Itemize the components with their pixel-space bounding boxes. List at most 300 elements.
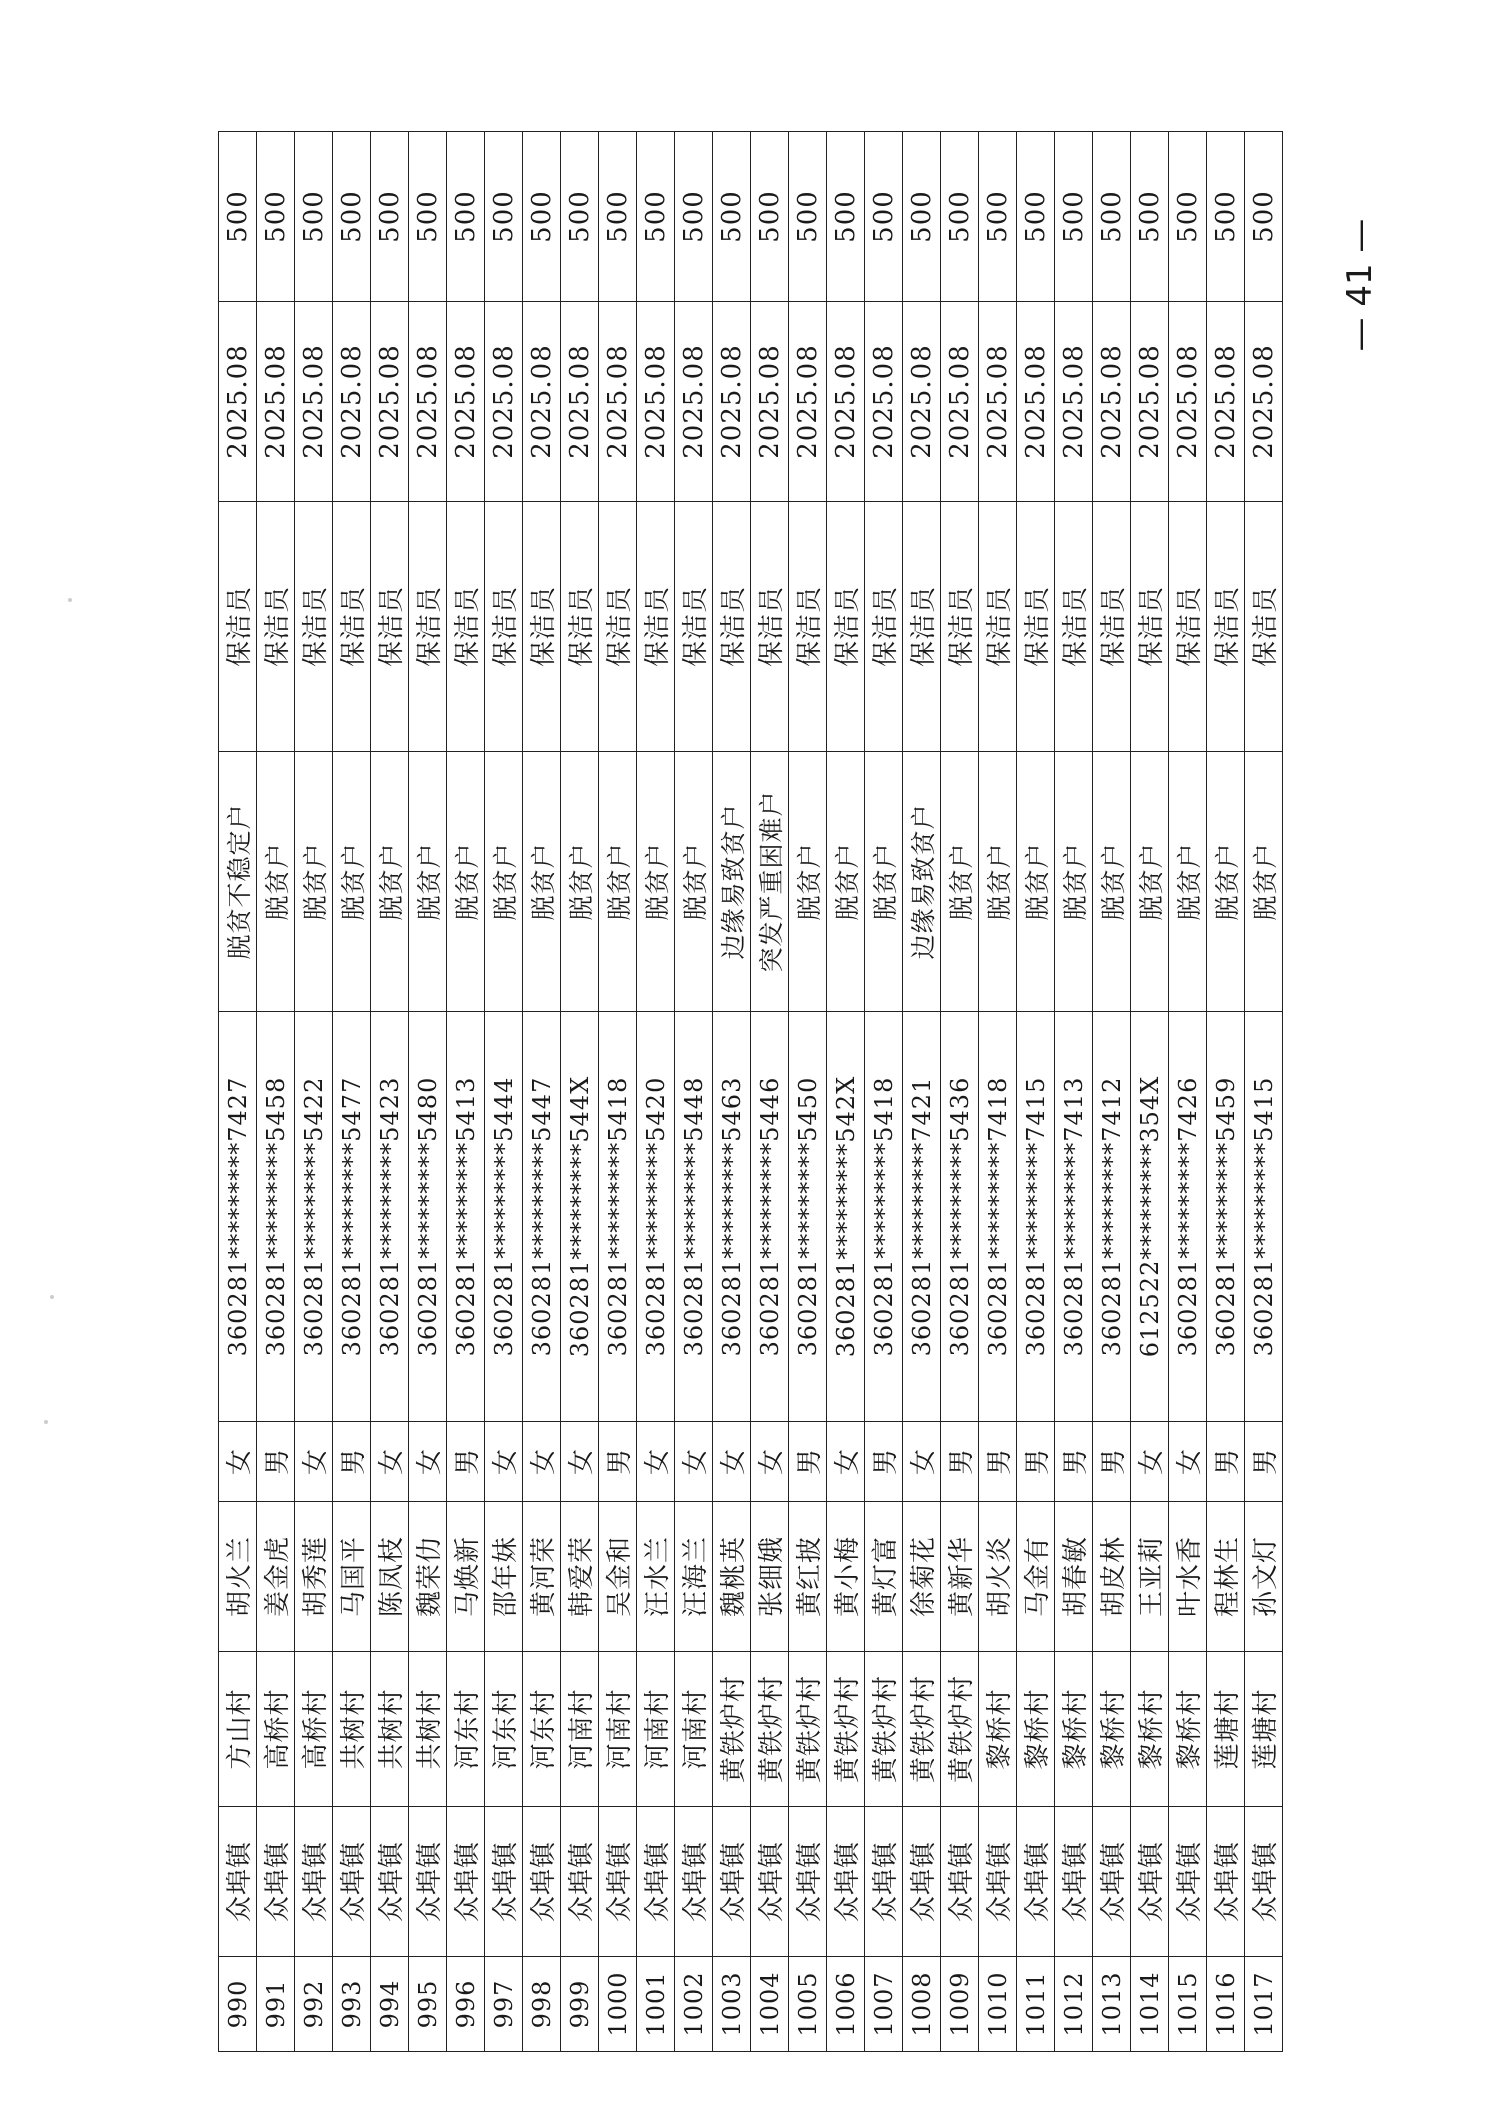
village-cell: 黄铁炉村 [751,1652,789,1807]
village-cell: 莲塘村 [1207,1652,1245,1807]
town-cell: 众埠镇 [523,1807,561,1957]
village-cell: 共树村 [333,1652,371,1807]
gender-cell: 男 [789,1422,827,1502]
date-cell: 2025.08 [1131,302,1169,502]
row-number-cell: 991 [257,1957,295,2052]
row-number-cell: 1005 [789,1957,827,2052]
village-cell: 高桥村 [295,1652,333,1807]
town-cell: 众埠镇 [941,1807,979,1957]
id-number-cell: 360281*********7413 [1055,1012,1093,1422]
town-cell: 众埠镇 [865,1807,903,1957]
table-row [561,132,599,2052]
household-type-cell: 脱贫户 [1207,752,1245,1012]
table-row [1055,132,1093,2052]
amount-cell: 500 [485,132,523,302]
amount-cell: 500 [713,132,751,302]
household-type-cell: 脱贫户 [333,752,371,1012]
amount-cell: 500 [599,132,637,302]
job-cell: 保洁员 [1093,502,1131,752]
row-number-cell: 1004 [751,1957,789,2052]
table-row [1093,132,1131,2052]
person-name-cell: 魏桃英 [713,1502,751,1652]
gender-cell: 女 [523,1422,561,1502]
amount-cell: 500 [333,132,371,302]
id-number-cell: 360281*********5463 [713,1012,751,1422]
id-number-cell: 360281*********544X [561,1012,599,1422]
table-row [751,132,789,2052]
table-row [599,132,637,2052]
gender-cell: 女 [371,1422,409,1502]
gender-cell: 女 [295,1422,333,1502]
village-cell: 黄铁炉村 [789,1652,827,1807]
table-row [675,132,713,2052]
gender-cell: 女 [485,1422,523,1502]
person-name-cell: 王亚莉 [1131,1502,1169,1652]
table-row [941,132,979,2052]
household-type-cell: 脱贫户 [561,752,599,1012]
job-cell: 保洁员 [1017,502,1055,752]
village-cell: 黎桥村 [1093,1652,1131,1807]
household-type-cell: 脱贫户 [675,752,713,1012]
date-cell: 2025.08 [1055,302,1093,502]
row-number-cell: 1000 [599,1957,637,2052]
date-cell: 2025.08 [523,302,561,502]
roster-table [218,131,1283,2052]
village-cell: 河东村 [447,1652,485,1807]
job-cell: 保洁员 [751,502,789,752]
amount-cell: 500 [257,132,295,302]
amount-cell: 500 [1017,132,1055,302]
table-row [1245,132,1283,2052]
gender-cell: 男 [599,1422,637,1502]
amount-cell: 500 [941,132,979,302]
job-cell: 保洁员 [979,502,1017,752]
person-name-cell: 叶水香 [1169,1502,1207,1652]
village-cell: 黄铁炉村 [713,1652,751,1807]
village-cell: 黎桥村 [1169,1652,1207,1807]
gender-cell: 男 [1207,1422,1245,1502]
id-number-cell: 360281*********5420 [637,1012,675,1422]
job-cell: 保洁员 [903,502,941,752]
household-type-cell: 脱贫户 [599,752,637,1012]
row-number-cell: 1011 [1017,1957,1055,2052]
date-cell: 2025.08 [561,302,599,502]
page-number [1330,200,1390,370]
town-cell: 众埠镇 [561,1807,599,1957]
job-cell: 保洁员 [333,502,371,752]
amount-cell: 500 [409,132,447,302]
town-cell: 众埠镇 [979,1807,1017,1957]
amount-cell: 500 [637,132,675,302]
date-cell: 2025.08 [1093,302,1131,502]
person-name-cell: 胡春敏 [1055,1502,1093,1652]
amount-cell: 500 [561,132,599,302]
row-number-cell: 1003 [713,1957,751,2052]
job-cell: 保洁员 [675,502,713,752]
village-cell: 河东村 [485,1652,523,1807]
row-number-cell: 999 [561,1957,599,2052]
household-type-cell: 脱贫户 [789,752,827,1012]
table-row [1017,132,1055,2052]
id-number-cell: 360281*********7421 [903,1012,941,1422]
table-row [979,132,1017,2052]
job-cell: 保洁员 [523,502,561,752]
town-cell: 众埠镇 [219,1807,257,1957]
id-number-cell: 612522*********354X [1131,1012,1169,1422]
town-cell: 众埠镇 [675,1807,713,1957]
gender-cell: 女 [1169,1422,1207,1502]
row-number-cell: 1009 [941,1957,979,2052]
gender-cell: 女 [713,1422,751,1502]
household-type-cell: 脱贫户 [941,752,979,1012]
job-cell: 保洁员 [485,502,523,752]
table-row [1169,132,1207,2052]
date-cell: 2025.08 [941,302,979,502]
job-cell: 保洁员 [447,502,485,752]
gender-cell: 男 [333,1422,371,1502]
village-cell: 黄铁炉村 [865,1652,903,1807]
amount-cell: 500 [371,132,409,302]
gender-cell: 女 [219,1422,257,1502]
household-type-cell: 脱贫户 [865,752,903,1012]
person-name-cell: 韩爱荣 [561,1502,599,1652]
table-row [789,132,827,2052]
table-row [1131,132,1169,2052]
town-cell: 众埠镇 [1017,1807,1055,1957]
village-cell: 黎桥村 [979,1652,1017,1807]
village-cell: 河南村 [561,1652,599,1807]
job-cell: 保洁员 [599,502,637,752]
row-number-cell: 992 [295,1957,333,2052]
date-cell: 2025.08 [675,302,713,502]
household-type-cell: 脱贫户 [1055,752,1093,1012]
table-row [219,132,257,2052]
amount-cell: 500 [1055,132,1093,302]
gender-cell: 女 [827,1422,865,1502]
person-name-cell: 黄新华 [941,1502,979,1652]
id-number-cell: 360281*********5448 [675,1012,713,1422]
town-cell: 众埠镇 [637,1807,675,1957]
town-cell: 众埠镇 [599,1807,637,1957]
table-row [523,132,561,2052]
table-row [447,132,485,2052]
gender-cell: 女 [751,1422,789,1502]
date-cell: 2025.08 [751,302,789,502]
table-row [295,132,333,2052]
date-cell: 2025.08 [1017,302,1055,502]
amount-cell: 500 [751,132,789,302]
row-number-cell: 1013 [1093,1957,1131,2052]
row-number-cell: 998 [523,1957,561,2052]
row-number-cell: 1010 [979,1957,1017,2052]
household-type-cell: 脱贫户 [485,752,523,1012]
row-number-cell: 1014 [1131,1957,1169,2052]
person-name-cell: 徐菊花 [903,1502,941,1652]
village-cell: 方山村 [219,1652,257,1807]
gender-cell: 女 [561,1422,599,1502]
id-number-cell: 360281*********7412 [1093,1012,1131,1422]
gender-cell: 男 [979,1422,1017,1502]
id-number-cell: 360281*********5418 [865,1012,903,1422]
id-number-cell: 360281*********5458 [257,1012,295,1422]
id-number-cell: 360281*********5418 [599,1012,637,1422]
table-row [485,132,523,2052]
household-type-cell: 脱贫户 [1169,752,1207,1012]
job-cell: 保洁员 [1207,502,1245,752]
person-name-cell: 胡火炎 [979,1502,1017,1652]
household-type-cell: 脱贫户 [979,752,1017,1012]
amount-cell: 500 [447,132,485,302]
id-number-cell: 360281*********7427 [219,1012,257,1422]
amount-cell: 500 [827,132,865,302]
row-number-cell: 1017 [1245,1957,1283,2052]
household-type-cell: 突发严重困难户 [751,752,789,1012]
village-cell: 黎桥村 [1055,1652,1093,1807]
gender-cell: 女 [1131,1422,1169,1502]
person-name-cell: 马金有 [1017,1502,1055,1652]
id-number-cell: 360281*********5477 [333,1012,371,1422]
id-number-cell: 360281*********5480 [409,1012,447,1422]
household-type-cell: 脱贫户 [827,752,865,1012]
row-number-cell: 1001 [637,1957,675,2052]
table-row [409,132,447,2052]
gender-cell: 男 [1017,1422,1055,1502]
village-cell: 黎桥村 [1131,1652,1169,1807]
person-name-cell: 黄小梅 [827,1502,865,1652]
gender-cell: 女 [675,1422,713,1502]
row-number-cell: 1002 [675,1957,713,2052]
amount-cell: 500 [1093,132,1131,302]
job-cell: 保洁员 [371,502,409,752]
date-cell: 2025.08 [713,302,751,502]
amount-cell: 500 [675,132,713,302]
town-cell: 众埠镇 [371,1807,409,1957]
village-cell: 黄铁炉村 [941,1652,979,1807]
person-name-cell: 黄红披 [789,1502,827,1652]
date-cell: 2025.08 [295,302,333,502]
table-row [333,132,371,2052]
id-number-cell: 360281*********5413 [447,1012,485,1422]
id-number-cell: 360281*********7426 [1169,1012,1207,1422]
date-cell: 2025.08 [979,302,1017,502]
town-cell: 众埠镇 [295,1807,333,1957]
village-cell: 黎桥村 [1017,1652,1055,1807]
household-type-cell: 脱贫户 [447,752,485,1012]
job-cell: 保洁员 [295,502,333,752]
id-number-cell: 360281*********5422 [295,1012,333,1422]
amount-cell: 500 [1245,132,1283,302]
person-name-cell: 汪水兰 [637,1502,675,1652]
row-number-cell: 1016 [1207,1957,1245,2052]
job-cell: 保洁员 [865,502,903,752]
village-cell: 黄铁炉村 [827,1652,865,1807]
id-number-cell: 360281*********5450 [789,1012,827,1422]
person-name-cell: 吴金和 [599,1502,637,1652]
id-number-cell: 360281*********5436 [941,1012,979,1422]
town-cell: 众埠镇 [903,1807,941,1957]
village-cell: 共树村 [371,1652,409,1807]
person-name-cell: 孙文灯 [1245,1502,1283,1652]
job-cell: 保洁员 [257,502,295,752]
person-name-cell: 马国平 [333,1502,371,1652]
amount-cell: 500 [1131,132,1169,302]
gender-cell: 男 [1055,1422,1093,1502]
row-number-cell: 990 [219,1957,257,2052]
town-cell: 众埠镇 [409,1807,447,1957]
gender-cell: 女 [903,1422,941,1502]
household-type-cell: 脱贫户 [295,752,333,1012]
amount-cell: 500 [219,132,257,302]
person-name-cell: 汪海兰 [675,1502,713,1652]
id-number-cell: 360281*********542X [827,1012,865,1422]
table-row [903,132,941,2052]
village-cell: 河南村 [675,1652,713,1807]
job-cell: 保洁员 [1131,502,1169,752]
town-cell: 众埠镇 [1207,1807,1245,1957]
person-name-cell: 马焕新 [447,1502,485,1652]
gender-cell: 男 [447,1422,485,1502]
date-cell: 2025.08 [865,302,903,502]
gender-cell: 男 [1245,1422,1283,1502]
table-row [257,132,295,2052]
town-cell: 众埠镇 [333,1807,371,1957]
job-cell: 保洁员 [827,502,865,752]
household-type-cell: 脱贫户 [637,752,675,1012]
person-name-cell: 胡火兰 [219,1502,257,1652]
household-type-cell: 脱贫户 [1093,752,1131,1012]
table-row [713,132,751,2052]
village-cell: 共树村 [409,1652,447,1807]
id-number-cell: 360281*********7415 [1017,1012,1055,1422]
date-cell: 2025.08 [1169,302,1207,502]
person-name-cell: 黄灯富 [865,1502,903,1652]
row-number-cell: 1006 [827,1957,865,2052]
date-cell: 2025.08 [1245,302,1283,502]
id-number-cell: 360281*********5447 [523,1012,561,1422]
town-cell: 众埠镇 [789,1807,827,1957]
table-body [219,132,1283,2052]
village-cell: 河南村 [637,1652,675,1807]
date-cell: 2025.08 [333,302,371,502]
row-number-cell: 994 [371,1957,409,2052]
household-type-cell: 脱贫户 [523,752,561,1012]
household-type-cell: 脱贫户 [409,752,447,1012]
date-cell: 2025.08 [257,302,295,502]
village-cell: 莲塘村 [1245,1652,1283,1807]
job-cell: 保洁员 [1245,502,1283,752]
date-cell: 2025.08 [827,302,865,502]
row-number-cell: 993 [333,1957,371,2052]
gender-cell: 男 [941,1422,979,1502]
date-cell: 2025.08 [371,302,409,502]
date-cell: 2025.08 [447,302,485,502]
id-number-cell: 360281*********5423 [371,1012,409,1422]
job-cell: 保洁员 [1055,502,1093,752]
row-number-cell: 1008 [903,1957,941,2052]
town-cell: 众埠镇 [713,1807,751,1957]
job-cell: 保洁员 [409,502,447,752]
household-type-cell: 脱贫户 [371,752,409,1012]
town-cell: 众埠镇 [1245,1807,1283,1957]
rotated-table-wrapper [218,132,1281,2052]
row-number-cell: 1007 [865,1957,903,2052]
date-cell: 2025.08 [219,302,257,502]
job-cell: 保洁员 [713,502,751,752]
person-name-cell: 胡皮林 [1093,1502,1131,1652]
gender-cell: 女 [637,1422,675,1502]
job-cell: 保洁员 [1169,502,1207,752]
person-name-cell: 胡秀莲 [295,1502,333,1652]
table-row [827,132,865,2052]
gender-cell: 男 [1093,1422,1131,1502]
amount-cell: 500 [979,132,1017,302]
amount-cell: 500 [1169,132,1207,302]
amount-cell: 500 [789,132,827,302]
row-number-cell: 1012 [1055,1957,1093,2052]
amount-cell: 500 [295,132,333,302]
town-cell: 众埠镇 [447,1807,485,1957]
household-type-cell: 脱贫户 [1017,752,1055,1012]
date-cell: 2025.08 [1207,302,1245,502]
village-cell: 高桥村 [257,1652,295,1807]
job-cell: 保洁员 [637,502,675,752]
job-cell: 保洁员 [941,502,979,752]
amount-cell: 500 [865,132,903,302]
town-cell: 众埠镇 [1169,1807,1207,1957]
town-cell: 众埠镇 [1055,1807,1093,1957]
row-number-cell: 1015 [1169,1957,1207,2052]
id-number-cell: 360281*********5444 [485,1012,523,1422]
date-cell: 2025.08 [409,302,447,502]
date-cell: 2025.08 [485,302,523,502]
id-number-cell: 360281*********5446 [751,1012,789,1422]
table-row [637,132,675,2052]
job-cell: 保洁员 [789,502,827,752]
amount-cell: 500 [903,132,941,302]
person-name-cell: 张细娥 [751,1502,789,1652]
table-row [371,132,409,2052]
town-cell: 众埠镇 [257,1807,295,1957]
amount-cell: 500 [523,132,561,302]
person-name-cell: 姜金虎 [257,1502,295,1652]
household-type-cell: 脱贫户 [1131,752,1169,1012]
household-type-cell: 脱贫不稳定户 [219,752,257,1012]
person-name-cell: 陈凤枝 [371,1502,409,1652]
person-name-cell: 邵年妹 [485,1502,523,1652]
job-cell: 保洁员 [561,502,599,752]
household-type-cell: 脱贫户 [257,752,295,1012]
date-cell: 2025.08 [637,302,675,502]
row-number-cell: 997 [485,1957,523,2052]
town-cell: 众埠镇 [827,1807,865,1957]
household-type-cell: 边缘易致贫户 [903,752,941,1012]
town-cell: 众埠镇 [751,1807,789,1957]
gender-cell: 男 [865,1422,903,1502]
town-cell: 众埠镇 [1131,1807,1169,1957]
amount-cell: 500 [1207,132,1245,302]
row-number-cell: 996 [447,1957,485,2052]
person-name-cell: 黄河荣 [523,1502,561,1652]
village-cell: 河南村 [599,1652,637,1807]
person-name-cell: 程林生 [1207,1502,1245,1652]
date-cell: 2025.08 [599,302,637,502]
table-row [865,132,903,2052]
id-number-cell: 360281*********5459 [1207,1012,1245,1422]
job-cell: 保洁员 [219,502,257,752]
person-name-cell: 魏荣仂 [409,1502,447,1652]
date-cell: 2025.08 [903,302,941,502]
village-cell: 河东村 [523,1652,561,1807]
